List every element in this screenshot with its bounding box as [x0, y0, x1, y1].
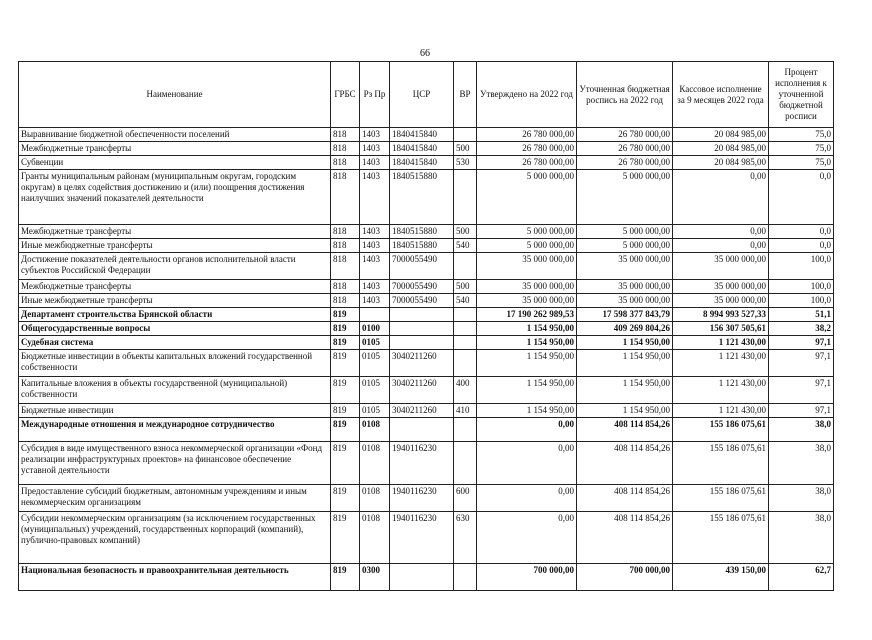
cell-name: Выравнивание бюджетной обеспеченности поселений — [19, 128, 331, 142]
cell-approved: 0,00 — [477, 512, 577, 564]
cell-approved: 0,00 — [477, 418, 577, 442]
cell-csr: 1840415840 — [390, 156, 454, 170]
header-name: Наименование — [19, 62, 331, 128]
cell-refined: 408 114 854,26 — [577, 512, 673, 564]
table-row — [19, 350, 834, 377]
table-row — [19, 156, 834, 170]
cell-cash: 156 307 505,61 — [673, 322, 769, 336]
header-rzpr: Рз Пр — [360, 62, 390, 128]
cell-refined: 26 780 000,00 — [577, 156, 673, 170]
cell-rzpr: 1403 — [360, 142, 390, 156]
cell-rzpr: 1403 — [360, 128, 390, 142]
cell-grbs: 818 — [331, 170, 360, 225]
cell-csr: 3040211260 — [390, 404, 454, 418]
cell-name: Межбюджетные трансферты — [19, 280, 331, 294]
cell-rzpr: 1403 — [360, 280, 390, 294]
cell-csr: 7000055490 — [390, 280, 454, 294]
cell-grbs: 819 — [331, 564, 360, 591]
cell-grbs: 819 — [331, 336, 360, 350]
cell-refined: 5 000 000,00 — [577, 239, 673, 253]
cell-name: Судебная система — [19, 336, 331, 350]
cell-name: Иные межбюджетные трансферты — [19, 239, 331, 253]
cell-percent: 38,0 — [769, 442, 834, 485]
cell-name: Субсидии некоммерческим организациям (за исключением государственных (муниципальных) учреждений, государственных корпораций (компаний), публично-правовых компаний) — [19, 512, 331, 564]
cell-approved: 5 000 000,00 — [477, 170, 577, 225]
cell-name: Бюджетные инвестиции — [19, 404, 331, 418]
cell-vr — [454, 564, 477, 591]
table-row — [19, 512, 834, 564]
cell-name: Субвенции — [19, 156, 331, 170]
header-grbs: ГРБС — [331, 62, 360, 128]
cell-vr: 530 — [454, 156, 477, 170]
cell-vr — [454, 308, 477, 322]
cell-grbs: 818 — [331, 294, 360, 308]
cell-vr — [454, 128, 477, 142]
cell-csr — [390, 308, 454, 322]
table-row — [19, 239, 834, 253]
cell-grbs: 819 — [331, 322, 360, 336]
cell-approved: 35 000 000,00 — [477, 253, 577, 280]
cell-percent: 38,0 — [769, 418, 834, 442]
cell-refined: 408 114 854,26 — [577, 418, 673, 442]
cell-vr — [454, 322, 477, 336]
cell-grbs: 818 — [331, 128, 360, 142]
cell-name: Межбюджетные трансферты — [19, 142, 331, 156]
cell-csr: 1840415840 — [390, 128, 454, 142]
cell-csr: 1840515880 — [390, 239, 454, 253]
cell-rzpr: 1403 — [360, 294, 390, 308]
cell-cash: 155 186 075,61 — [673, 485, 769, 512]
cell-refined: 35 000 000,00 — [577, 294, 673, 308]
cell-rzpr: 1403 — [360, 225, 390, 239]
table-row — [19, 442, 834, 485]
cell-percent: 0,0 — [769, 225, 834, 239]
table-row — [19, 280, 834, 294]
cell-name: Национальная безопасность и правоохранительная деятельность — [19, 564, 331, 591]
cell-percent: 75,0 — [769, 128, 834, 142]
cell-grbs: 818 — [331, 253, 360, 280]
cell-refined: 1 154 950,00 — [577, 350, 673, 377]
cell-name: Бюджетные инвестиции в объекты капитальных вложений государственной собственности — [19, 350, 331, 377]
cell-vr — [454, 350, 477, 377]
table-row — [19, 142, 834, 156]
cell-refined: 408 114 854,26 — [577, 485, 673, 512]
budget-table — [18, 61, 834, 591]
cell-grbs: 819 — [331, 308, 360, 322]
cell-refined: 5 000 000,00 — [577, 170, 673, 225]
cell-name: Департамент строительства Брянской области — [19, 308, 331, 322]
header-vr: ВР — [454, 62, 477, 128]
cell-grbs: 818 — [331, 280, 360, 294]
cell-cash: 20 084 985,00 — [673, 128, 769, 142]
cell-percent: 0,0 — [769, 170, 834, 225]
cell-name: Межбюджетные трансферты — [19, 225, 331, 239]
cell-percent: 51,1 — [769, 308, 834, 322]
cell-rzpr: 0108 — [360, 485, 390, 512]
cell-csr: 1940116230 — [390, 442, 454, 485]
cell-approved: 26 780 000,00 — [477, 142, 577, 156]
cell-percent: 97,1 — [769, 336, 834, 350]
cell-percent: 97,1 — [769, 350, 834, 377]
table-row — [19, 225, 834, 239]
table-row — [19, 253, 834, 280]
cell-refined: 26 780 000,00 — [577, 142, 673, 156]
cell-percent: 75,0 — [769, 156, 834, 170]
cell-refined: 1 154 950,00 — [577, 404, 673, 418]
table-row — [19, 485, 834, 512]
cell-rzpr: 1403 — [360, 156, 390, 170]
cell-vr: 500 — [454, 142, 477, 156]
cell-csr: 1840415840 — [390, 142, 454, 156]
cell-name: Иные межбюджетные трансферты — [19, 294, 331, 308]
cell-csr: 3040211260 — [390, 377, 454, 404]
cell-approved: 0,00 — [477, 442, 577, 485]
cell-csr: 1940116230 — [390, 512, 454, 564]
cell-approved: 700 000,00 — [477, 564, 577, 591]
table-header-row — [19, 62, 834, 128]
cell-percent: 75,0 — [769, 142, 834, 156]
cell-csr: 1840515880 — [390, 225, 454, 239]
table-row — [19, 128, 834, 142]
cell-approved: 35 000 000,00 — [477, 294, 577, 308]
cell-cash: 20 084 985,00 — [673, 156, 769, 170]
cell-percent: 62,7 — [769, 564, 834, 591]
cell-name: Международные отношения и международное сотрудничество — [19, 418, 331, 442]
cell-csr — [390, 564, 454, 591]
table-row — [19, 322, 834, 336]
table-row — [19, 294, 834, 308]
cell-rzpr: 0108 — [360, 442, 390, 485]
cell-percent: 97,1 — [769, 377, 834, 404]
header-percent: Процент исполнения к уточненной бюджетной росписи — [769, 62, 834, 128]
cell-cash: 0,00 — [673, 239, 769, 253]
cell-cash: 1 121 430,00 — [673, 404, 769, 418]
cell-csr — [390, 322, 454, 336]
cell-approved: 17 190 262 989,53 — [477, 308, 577, 322]
cell-refined: 26 780 000,00 — [577, 128, 673, 142]
cell-grbs: 819 — [331, 485, 360, 512]
cell-refined: 35 000 000,00 — [577, 280, 673, 294]
cell-rzpr: 0300 — [360, 564, 390, 591]
cell-cash: 8 994 993 527,33 — [673, 308, 769, 322]
cell-grbs: 818 — [331, 156, 360, 170]
cell-cash: 0,00 — [673, 225, 769, 239]
cell-percent: 38,2 — [769, 322, 834, 336]
cell-vr: 500 — [454, 280, 477, 294]
cell-percent: 38,0 — [769, 485, 834, 512]
cell-grbs: 819 — [331, 442, 360, 485]
cell-cash: 155 186 075,61 — [673, 442, 769, 485]
cell-cash: 155 186 075,61 — [673, 512, 769, 564]
cell-cash: 20 084 985,00 — [673, 142, 769, 156]
cell-rzpr — [360, 308, 390, 322]
cell-percent: 100,0 — [769, 253, 834, 280]
cell-rzpr: 1403 — [360, 170, 390, 225]
cell-csr: 3040211260 — [390, 350, 454, 377]
cell-csr — [390, 418, 454, 442]
cell-cash: 35 000 000,00 — [673, 253, 769, 280]
cell-rzpr: 1403 — [360, 253, 390, 280]
cell-name: Предоставление субсидий бюджетным, автономным учреждениям и иным некоммерческим организациям — [19, 485, 331, 512]
table-body — [19, 128, 834, 591]
cell-csr: 7000055490 — [390, 253, 454, 280]
cell-cash: 35 000 000,00 — [673, 294, 769, 308]
cell-name: Достижение показателей деятельности органов исполнительной власти субъектов Российской Федерации — [19, 253, 331, 280]
table-row — [19, 418, 834, 442]
cell-refined: 408 114 854,26 — [577, 442, 673, 485]
cell-rzpr: 0105 — [360, 404, 390, 418]
header-approved: Утверждено на 2022 год — [477, 62, 577, 128]
cell-grbs: 818 — [331, 142, 360, 156]
cell-cash: 35 000 000,00 — [673, 280, 769, 294]
cell-vr — [454, 170, 477, 225]
cell-vr: 410 — [454, 404, 477, 418]
cell-refined: 17 598 377 843,79 — [577, 308, 673, 322]
cell-refined: 700 000,00 — [577, 564, 673, 591]
cell-vr: 600 — [454, 485, 477, 512]
cell-approved: 0,00 — [477, 485, 577, 512]
cell-percent: 100,0 — [769, 280, 834, 294]
cell-rzpr: 0105 — [360, 336, 390, 350]
cell-grbs: 819 — [331, 350, 360, 377]
cell-approved: 1 154 950,00 — [477, 322, 577, 336]
cell-name: Общегосударственные вопросы — [19, 322, 331, 336]
page-number: 66 — [420, 48, 430, 59]
table-row — [19, 404, 834, 418]
cell-refined: 1 154 950,00 — [577, 336, 673, 350]
cell-vr — [454, 418, 477, 442]
cell-cash: 155 186 075,61 — [673, 418, 769, 442]
cell-rzpr: 0105 — [360, 350, 390, 377]
cell-percent: 38,0 — [769, 512, 834, 564]
table-row — [19, 336, 834, 350]
cell-cash: 1 121 430,00 — [673, 377, 769, 404]
cell-rzpr: 0100 — [360, 322, 390, 336]
cell-name: Капитальные вложения в объекты государственной (муниципальной) собственности — [19, 377, 331, 404]
cell-grbs: 818 — [331, 225, 360, 239]
cell-refined: 35 000 000,00 — [577, 253, 673, 280]
cell-refined: 409 269 804,26 — [577, 322, 673, 336]
table-row — [19, 564, 834, 591]
cell-cash: 1 121 430,00 — [673, 350, 769, 377]
table-row — [19, 377, 834, 404]
cell-vr: 400 — [454, 377, 477, 404]
cell-grbs: 818 — [331, 239, 360, 253]
cell-approved: 1 154 950,00 — [477, 377, 577, 404]
cell-approved: 26 780 000,00 — [477, 156, 577, 170]
cell-rzpr: 0108 — [360, 418, 390, 442]
cell-approved: 1 154 950,00 — [477, 336, 577, 350]
cell-vr — [454, 442, 477, 485]
header-cash: Кассовое исполнение за 9 месяцев 2022 года — [673, 62, 769, 128]
cell-vr — [454, 336, 477, 350]
cell-grbs: 819 — [331, 404, 360, 418]
cell-csr — [390, 336, 454, 350]
cell-refined: 1 154 950,00 — [577, 377, 673, 404]
cell-vr — [454, 253, 477, 280]
cell-percent: 97,1 — [769, 404, 834, 418]
cell-percent: 100,0 — [769, 294, 834, 308]
cell-rzpr: 0108 — [360, 512, 390, 564]
cell-grbs: 819 — [331, 512, 360, 564]
cell-approved: 1 154 950,00 — [477, 404, 577, 418]
cell-cash: 439 150,00 — [673, 564, 769, 591]
cell-approved: 5 000 000,00 — [477, 225, 577, 239]
cell-name: Субсидия в виде имущественного взноса некоммерческой организации «Фонд реализации инфраструктурных проектов» на финансовое обеспечение уставной деятельности — [19, 442, 331, 485]
cell-vr: 540 — [454, 294, 477, 308]
table-row — [19, 170, 834, 225]
cell-cash: 1 121 430,00 — [673, 336, 769, 350]
cell-vr: 540 — [454, 239, 477, 253]
header-csr: ЦСР — [390, 62, 454, 128]
cell-approved: 26 780 000,00 — [477, 128, 577, 142]
cell-vr: 630 — [454, 512, 477, 564]
cell-percent: 0,0 — [769, 239, 834, 253]
cell-approved: 1 154 950,00 — [477, 350, 577, 377]
cell-csr: 1840515880 — [390, 170, 454, 225]
cell-grbs: 819 — [331, 377, 360, 404]
cell-grbs: 819 — [331, 418, 360, 442]
header-refined: Уточненная бюджетная роспись на 2022 год — [577, 62, 673, 128]
cell-csr: 1940116230 — [390, 485, 454, 512]
cell-approved: 5 000 000,00 — [477, 239, 577, 253]
cell-cash: 0,00 — [673, 170, 769, 225]
cell-rzpr: 1403 — [360, 239, 390, 253]
cell-csr: 7000055490 — [390, 294, 454, 308]
cell-name: Гранты муниципальным районам (муниципальным округам, городским округам) в целях содействия достижению и (или) поощрения достижения наилучших значений показателей деятельности — [19, 170, 331, 225]
table-row — [19, 308, 834, 322]
cell-vr: 500 — [454, 225, 477, 239]
cell-approved: 35 000 000,00 — [477, 280, 577, 294]
cell-refined: 5 000 000,00 — [577, 225, 673, 239]
cell-rzpr: 0105 — [360, 377, 390, 404]
